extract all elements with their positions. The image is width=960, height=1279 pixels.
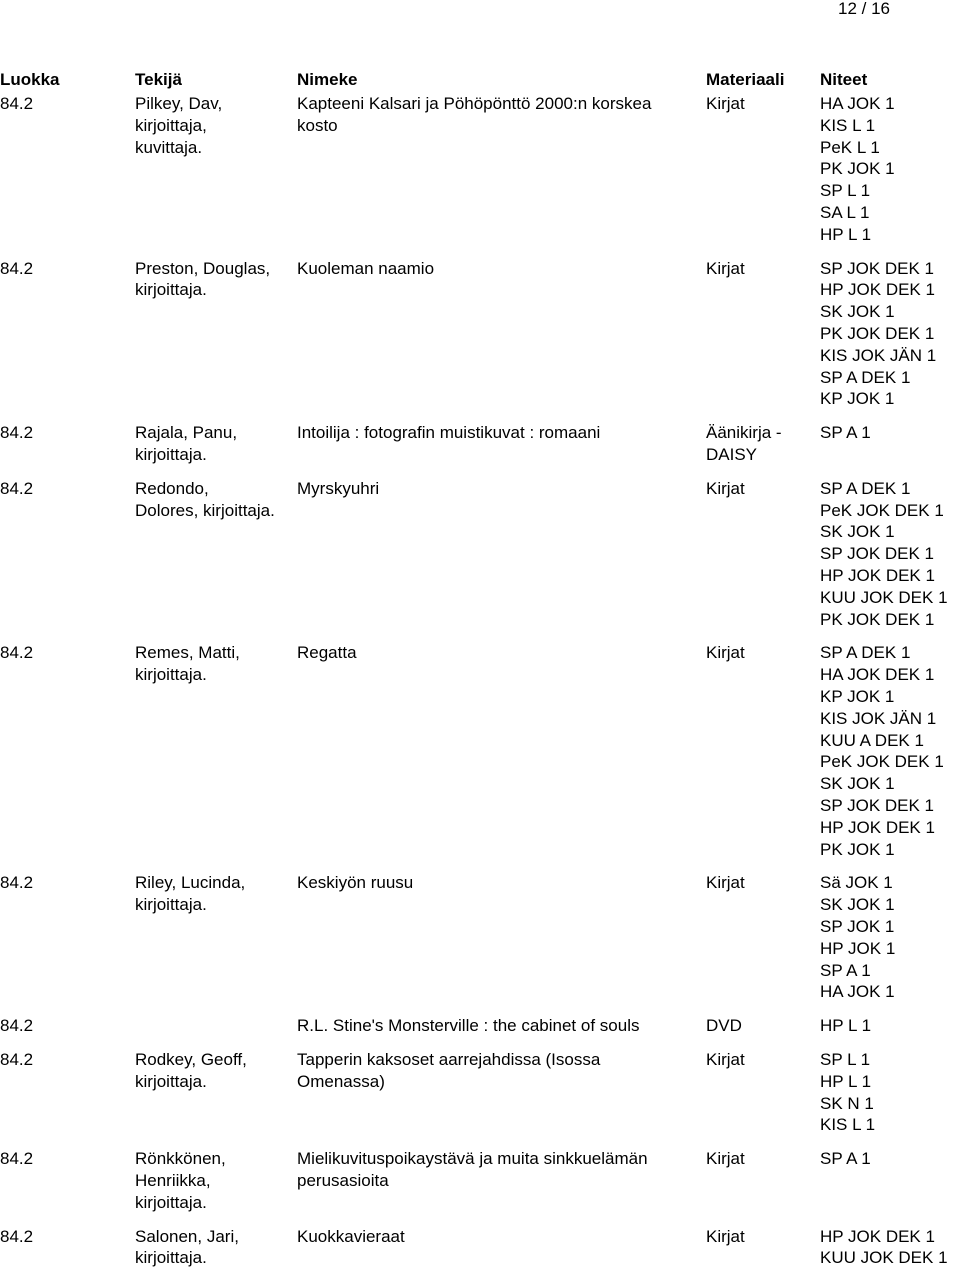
entry-class: 84.2 (0, 478, 34, 498)
entry-author-line: kirjoittaja. (135, 280, 207, 300)
entry-notes-line: KUU JOK DEK 1 (820, 587, 948, 607)
entry-title-line: R.L. Stine's Monsterville : the cabinet of souls (297, 1016, 640, 1036)
entry-notes-line: SP A 1 (820, 423, 871, 443)
entry-author-line: kirjoittaja. (135, 1192, 207, 1212)
entry-class: 84.2 (0, 1149, 34, 1169)
entry-author (135, 258, 270, 302)
entry-material (706, 642, 745, 664)
entry-material-line: Kirjat (706, 1226, 745, 1246)
entry-notes-line: SP A DEK 1 (820, 367, 911, 387)
entry-author-line: Redondo, (135, 478, 209, 498)
entry-notes-line: KIS L 1 (820, 1115, 876, 1135)
header-material: Materiaali (706, 70, 785, 89)
entry-author-line: kirjoittaja. (135, 895, 207, 915)
entry-notes-line: HP JOK 1 (820, 938, 896, 958)
entry-notes-line: SP A 1 (820, 960, 871, 980)
entry-notes-line: SK JOK 1 (820, 895, 895, 915)
entry-class: 84.2 (0, 258, 34, 278)
entry-notes-line: SP L 1 (820, 181, 871, 201)
entry-notes-line: HA JOK 1 (820, 982, 895, 1002)
entry-notes-line: KP JOK 1 (820, 686, 895, 706)
entry-author (135, 872, 245, 916)
entry-notes-line: HP L 1 (820, 224, 872, 244)
entry-notes-line: PK JOK 1 (820, 839, 895, 859)
entry-author-line: Salonen, Jari, (135, 1226, 239, 1246)
entry-notes-line: HP JOK DEK 1 (820, 1226, 935, 1246)
entry-title (297, 1015, 639, 1037)
entry-notes-line: PeK L 1 (820, 137, 880, 157)
entry-material-line: Kirjat (706, 258, 745, 278)
table-row (0, 1224, 960, 1279)
entry-material-line: Kirjat (706, 1049, 745, 1069)
entry-notes-line: HA JOK DEK 1 (820, 665, 935, 685)
entry-title-line: Kuokkavieraat (297, 1226, 405, 1246)
entry-author (135, 1148, 226, 1213)
entry-material (706, 258, 745, 280)
entry-notes-line: KUU A DEK 1 (820, 730, 924, 750)
entry-notes-line: SP JOK DEK 1 (820, 795, 935, 815)
entry-notes-line: HP JOK DEK 1 (820, 817, 935, 837)
entry-material (706, 1148, 745, 1170)
entry-notes-line: SP A 1 (820, 1149, 871, 1169)
entry-title-line: perusasioita (297, 1170, 389, 1190)
entry-notes-line: SK JOK 1 (820, 522, 895, 542)
entry-notes (820, 1148, 871, 1170)
entry-class: 84.2 (0, 423, 34, 443)
entry-title-line: Myrskyuhri (297, 478, 380, 498)
entry-title (297, 1226, 405, 1248)
entry-material (706, 422, 782, 466)
entry-notes-line: SK JOK 1 (820, 302, 895, 322)
entry-title (297, 642, 357, 664)
catalog-entries (0, 91, 960, 1279)
entry-notes-line: SP L 1 (820, 1049, 871, 1069)
entry-material-line: DVD (706, 1016, 742, 1036)
entry-notes-line: HA JOK 1 (820, 94, 895, 113)
entry-title (297, 478, 379, 500)
entry-author-line: Riley, Lucinda, (135, 873, 246, 893)
entry-notes-line: SP A DEK 1 (820, 478, 911, 498)
header-notes: Niteet (820, 70, 868, 89)
entry-material-line: Kirjat (706, 643, 745, 663)
table-row (0, 420, 960, 476)
table-row (0, 1013, 960, 1047)
entry-notes (820, 478, 948, 631)
entry-author-line: Rodkey, Geoff, (135, 1049, 247, 1069)
entry-notes-line: SP JOK DEK 1 (820, 258, 935, 278)
entry-author-line: kirjoittaja. (135, 665, 207, 685)
entry-material-line: Kirjat (706, 873, 745, 893)
entry-author-line: Rönkkönen, (135, 1149, 226, 1169)
header-title: Nimeke (297, 70, 358, 89)
entry-title (297, 1049, 600, 1093)
entry-material (706, 478, 745, 500)
entry-author-line: kirjoittaja. (135, 444, 207, 464)
entry-title (297, 258, 434, 280)
entry-title (297, 422, 600, 444)
entry-material-line: Kirjat (706, 1149, 745, 1169)
entry-title (297, 872, 413, 894)
entry-author (135, 93, 222, 158)
entry-author-line: kirjoittaja. (135, 1071, 207, 1091)
entry-material (706, 93, 745, 115)
entry-author (135, 478, 275, 522)
entry-author-line: Pilkey, Dav, (135, 94, 223, 113)
entry-notes-line: KIS JOK JÄN 1 (820, 708, 937, 728)
entry-notes-line: KUU JOK DEK 1 (820, 1248, 948, 1268)
entry-material (706, 1049, 745, 1071)
entry-material (706, 872, 745, 894)
entry-notes-line: PK JOK DEK 1 (820, 323, 935, 343)
entry-notes-line: HP JOK DEK 1 (820, 565, 935, 585)
table-header (0, 69, 960, 91)
entry-title-line: Mielikuvituspoikaystävä ja muita sinkkuelämän (297, 1149, 648, 1169)
entry-title-line: Keskiyön ruusu (297, 873, 414, 893)
entry-notes-line: PeK JOK DEK 1 (820, 500, 944, 520)
entry-class: 84.2 (0, 1016, 34, 1036)
entry-notes-line: PeK JOK DEK 1 (820, 752, 944, 772)
entry-notes (820, 93, 895, 246)
entry-class: 84.2 (0, 873, 34, 893)
entry-notes-line: HP L 1 (820, 1071, 872, 1091)
entry-notes (820, 642, 944, 860)
entry-material (706, 1226, 745, 1248)
entry-author-line: Henriikka, (135, 1170, 211, 1190)
entry-notes (820, 1226, 948, 1270)
entry-notes-line: SK N 1 (820, 1093, 874, 1113)
entry-author-line: kirjoittaja, (135, 115, 207, 135)
entry-title (297, 1148, 648, 1192)
entry-title-line: Regatta (297, 643, 357, 663)
entry-notes-line: PK JOK 1 (820, 159, 895, 179)
entry-material-line: DAISY (706, 444, 758, 464)
entry-notes-line: SP JOK 1 (820, 916, 895, 936)
entry-notes-line: SK JOK 1 (820, 774, 895, 794)
entry-material (706, 1015, 742, 1037)
entry-notes-line: KIS L 1 (820, 115, 876, 135)
entry-title-line: Intoilija : fotografin muistikuvat : romaani (297, 423, 601, 443)
entry-material-line: Kirjat (706, 478, 745, 498)
entry-title-line: Kapteeni Kalsari ja Pöhöpönttö 2000:n korskea (297, 94, 652, 113)
entry-notes (820, 872, 895, 1003)
entry-author (135, 642, 240, 686)
entry-material-line: Kirjat (706, 94, 745, 113)
entry-notes-line: HP JOK DEK 1 (820, 280, 935, 300)
entry-notes-line: SP JOK DEK 1 (820, 544, 935, 564)
page-number: 12 / 16 (838, 0, 890, 18)
entry-material-line: Äänikirja - (706, 423, 782, 443)
table-row (0, 640, 960, 870)
entry-class: 84.2 (0, 643, 34, 663)
entry-notes (820, 422, 871, 444)
table-row (0, 256, 960, 421)
entry-class: 84.2 (0, 94, 34, 113)
entry-author (135, 1226, 239, 1270)
entry-title-line: Tapperin kaksoset aarrejahdissa (Isossa (297, 1049, 601, 1069)
table-row (0, 91, 960, 256)
entry-author-line: kirjoittaja. (135, 1248, 207, 1268)
entry-author (135, 422, 237, 466)
entry-notes-line: HP L 1 (820, 1016, 872, 1036)
entry-author-line: Preston, Douglas, (135, 258, 271, 278)
entry-author-line: Remes, Matti, (135, 643, 240, 663)
entry-title (297, 93, 651, 137)
entry-author-line: Rajala, Panu, (135, 423, 238, 443)
entry-notes-line: KP JOK 1 (820, 389, 895, 409)
entry-notes (820, 258, 936, 411)
entry-title-line: Kuoleman naamio (297, 258, 435, 278)
entry-notes (820, 1049, 875, 1136)
entry-notes-line: PK JOK DEK 1 (820, 609, 935, 629)
header-author: Tekijä (135, 70, 182, 89)
entry-notes-line: Sä JOK 1 (820, 873, 893, 893)
entry-author (135, 1049, 247, 1093)
entry-notes-line: SA L 1 (820, 202, 870, 222)
table-row (0, 476, 960, 641)
entry-notes-line: KIS JOK JÄN 1 (820, 345, 937, 365)
entry-author-line: kuvittaja. (135, 137, 203, 157)
entry-class: 84.2 (0, 1226, 34, 1246)
entry-author-line: Dolores, kirjoittaja. (135, 500, 275, 520)
table-row (0, 870, 960, 1013)
table-row (0, 1146, 960, 1223)
entry-class: 84.2 (0, 1049, 34, 1069)
entry-notes (820, 1015, 871, 1037)
entry-title-line: Omenassa) (297, 1071, 385, 1091)
entry-notes-line: SP A DEK 1 (820, 643, 911, 663)
entry-title-line: kosto (297, 115, 338, 135)
table-row (0, 1047, 960, 1146)
header-class: Luokka (0, 70, 60, 89)
